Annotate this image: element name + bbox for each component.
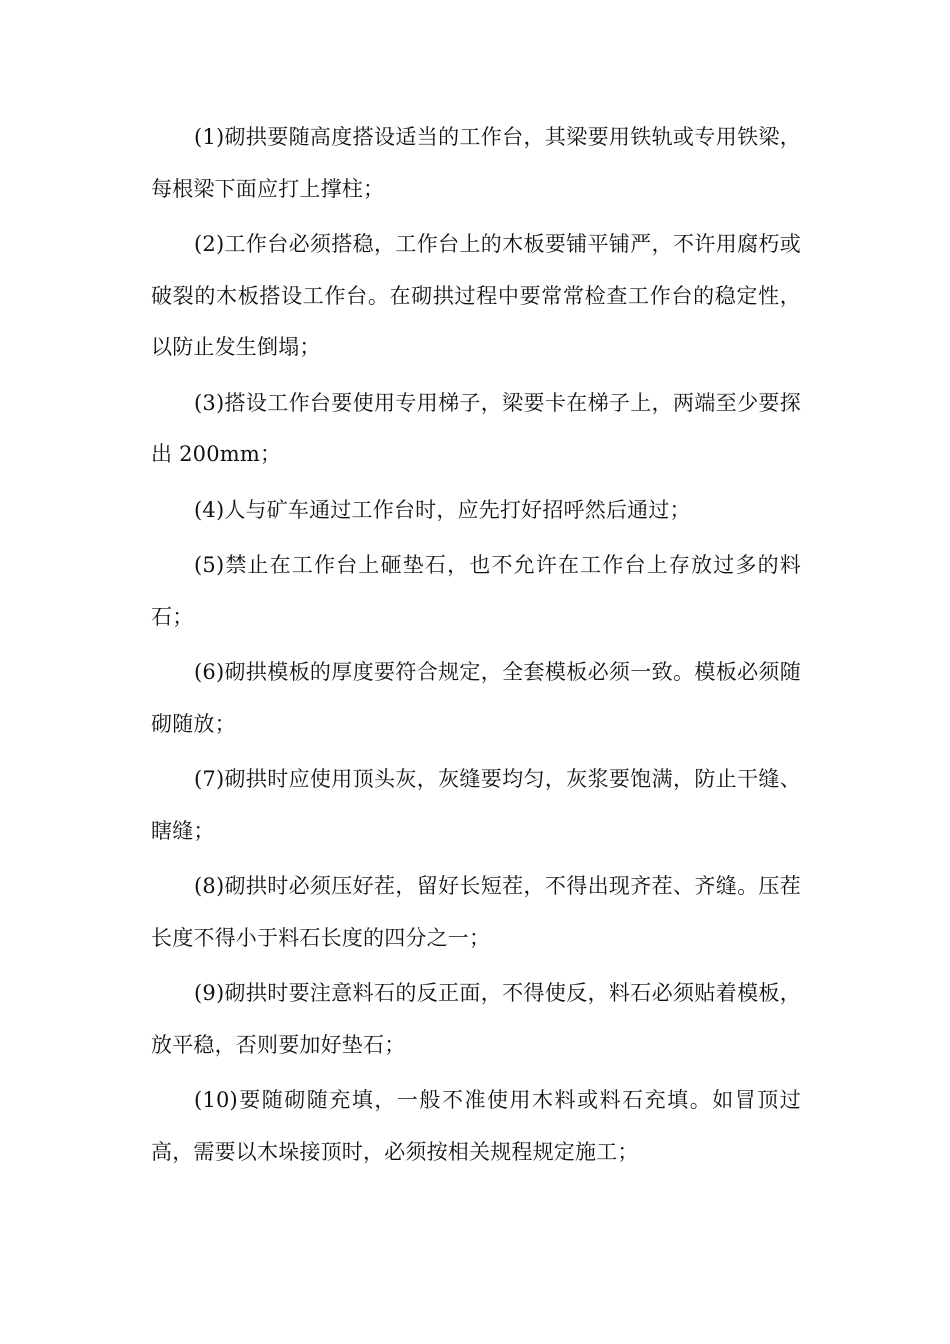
paragraph-8: (8)砌拱时必须压好茬，留好长短茬，不得出现齐茬、齐缝。压茬长度不得小于料石长度的四分之一； <box>151 874 801 950</box>
paragraph-1: (1)砌拱要随高度搭设适当的工作台，其梁要用铁轨或专用铁梁，每根梁下面应打上撑柱； <box>151 125 801 201</box>
paragraph-4: (4)人与矿车通过工作台时，应先打好招呼然后通过； <box>194 497 691 522</box>
paragraph-9: (9)砌拱时要注意料石的反正面，不得使反，料石必须贴着模板，放平稳，否则要加好垫石； <box>151 981 801 1057</box>
paragraph-10: (10)要随砌随充填，一般不准使用木料或料石充填。如冒顶过高，需要以木垛接顶时，必须按相关规程规定施工； <box>151 1088 801 1164</box>
document-body <box>151 112 801 1182</box>
paragraph-7: (7)砌拱时应使用顶头灰，灰缝要均匀，灰浆要饱满，防止干缝、瞎缝； <box>151 767 801 843</box>
paragraph-3: (3)搭设工作台要使用专用梯子，梁要卡在梯子上，两端至少要探出 200mm； <box>151 390 801 466</box>
paragraph-5: (5)禁止在工作台上砸垫石，也不允许在工作台上存放过多的料石； <box>151 553 801 629</box>
paragraph-2: (2)工作台必须搭稳，工作台上的木板要铺平铺严，不许用腐朽或破裂的木板搭设工作台。在砌拱过程中要常常检查工作台的稳定性，以防止发生倒塌； <box>151 232 801 359</box>
paragraph-6: (6)砌拱模板的厚度要符合规定，全套模板必须一致。模板必须随砌随放； <box>151 660 801 736</box>
